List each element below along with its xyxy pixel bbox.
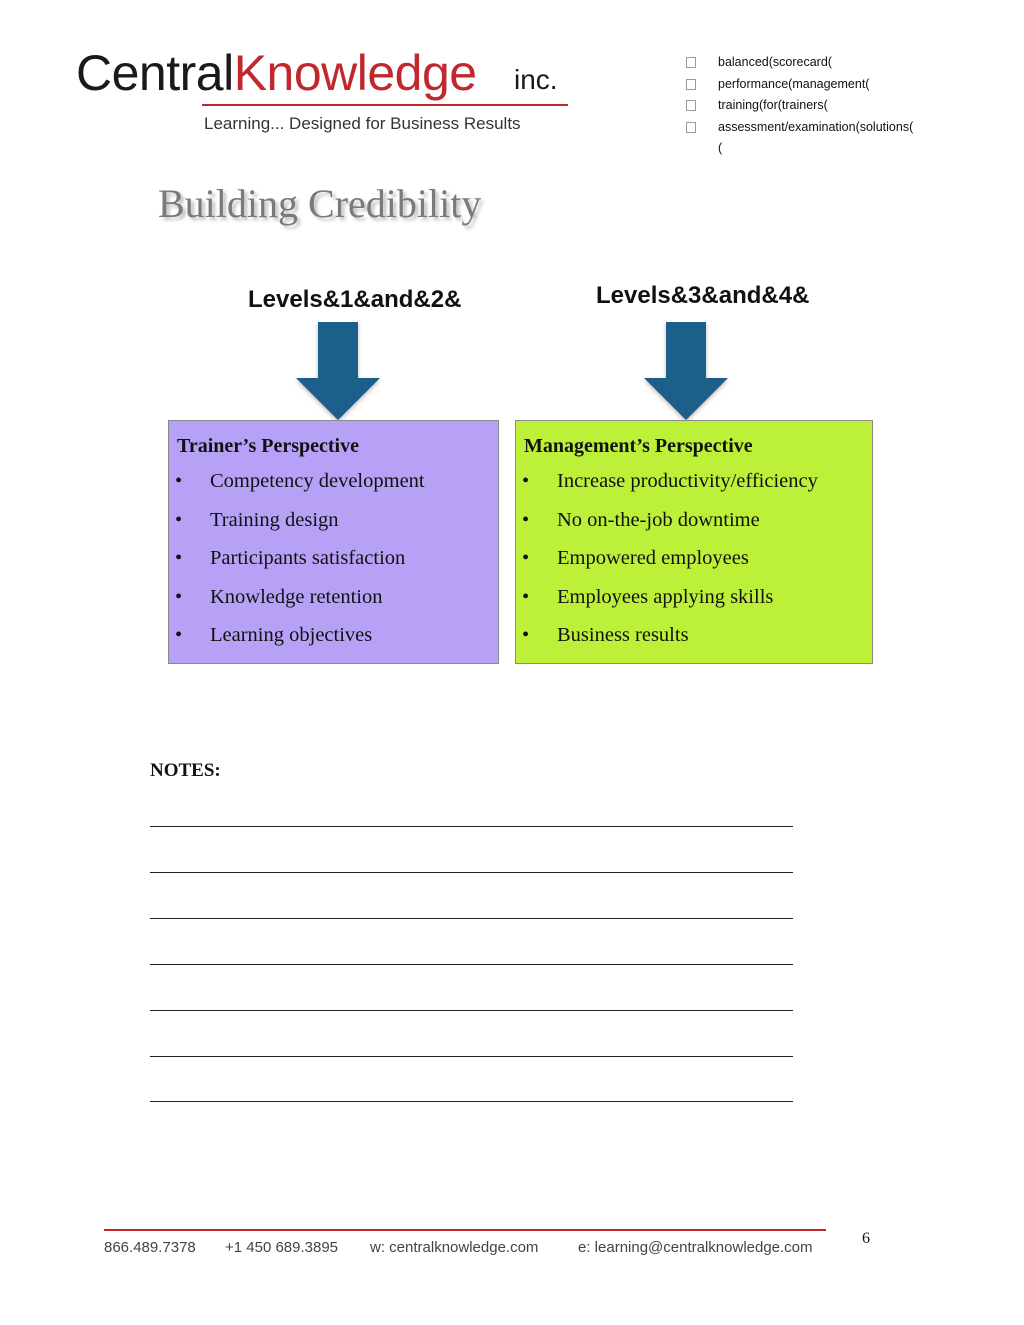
bullet: •	[175, 470, 183, 492]
bullet: •	[522, 508, 530, 531]
footer-phone-2: +1 450 689.3895	[225, 1239, 339, 1256]
list-item-text: Business results	[557, 624, 689, 646]
level-heading-1-2: Levels&1&and&2&	[248, 286, 462, 313]
list-item-text: Training design	[210, 508, 339, 531]
logo-suffix: inc.	[514, 64, 558, 95]
list-item-text: Participants satisfaction	[210, 547, 406, 569]
page-number: 6	[862, 1230, 870, 1247]
bullet: •	[175, 547, 183, 569]
list-item-text: Knowledge retention	[210, 585, 383, 608]
logo-brand-part1: Central	[76, 45, 234, 101]
logo-wordmark	[76, 44, 477, 102]
management-perspective-heading: Management’s Perspective	[524, 435, 753, 457]
trainer-perspective-heading: Trainer’s Perspective	[177, 435, 359, 457]
service-item	[686, 76, 913, 98]
service-item	[686, 54, 913, 76]
note-line[interactable]	[150, 1101, 793, 1102]
trainer-perspective-box	[168, 420, 499, 664]
footer-phone-1: 866.489.7378	[104, 1239, 196, 1256]
service-item	[686, 97, 913, 119]
logo-tagline: Learning... Designed for Business Results	[204, 114, 521, 133]
footer-email: e: learning@centralknowledge.com	[578, 1239, 813, 1256]
bullet: •	[522, 585, 530, 608]
bullet: •	[175, 508, 183, 531]
logo-brand-part2: Knowledge	[233, 45, 477, 101]
bullet: •	[522, 624, 530, 646]
list-item-text: Increase productivity/efficiency	[557, 470, 818, 492]
note-line[interactable]	[150, 918, 793, 919]
checkbox-icon	[686, 79, 696, 90]
service-label: training(for(trainers(	[718, 98, 828, 112]
note-line[interactable]	[150, 964, 793, 965]
logo-divider	[202, 104, 568, 106]
page-title: Building Credibility	[158, 181, 482, 226]
list-item-text: Empowered employees	[557, 547, 749, 569]
checkbox-icon	[686, 122, 696, 133]
list-item-text: Learning objectives	[210, 624, 373, 646]
note-line[interactable]	[150, 1010, 793, 1011]
management-perspective-box	[515, 420, 873, 664]
service-trailer: (	[718, 141, 723, 155]
list-item-text: No on-the-job downtime	[557, 508, 760, 531]
checkbox-icon	[686, 100, 696, 111]
list-item-text: Competency development	[210, 470, 425, 492]
service-item	[686, 119, 913, 141]
note-line[interactable]	[150, 1056, 793, 1057]
checkbox-icon	[686, 57, 696, 68]
down-arrow-icon	[636, 322, 736, 422]
service-label: assessment/examination(solutions(	[718, 119, 914, 134]
notes-label: NOTES:	[150, 760, 221, 781]
note-line[interactable]	[150, 826, 793, 827]
bullet: •	[522, 470, 530, 492]
services-list	[686, 54, 913, 160]
bullet: •	[175, 585, 183, 608]
level-heading-3-4: Levels&3&and&4&	[596, 282, 810, 309]
bullet: •	[522, 547, 530, 569]
service-label: performance(management(	[718, 76, 870, 91]
list-item-text: Employees applying skills	[557, 585, 774, 608]
footer-website: w: centralknowledge.com	[370, 1239, 539, 1256]
service-label: balanced(scorecard(	[718, 55, 832, 69]
footer-divider	[104, 1229, 826, 1231]
bullet: •	[175, 624, 183, 646]
down-arrow-icon	[288, 322, 388, 422]
note-line[interactable]	[150, 872, 793, 873]
